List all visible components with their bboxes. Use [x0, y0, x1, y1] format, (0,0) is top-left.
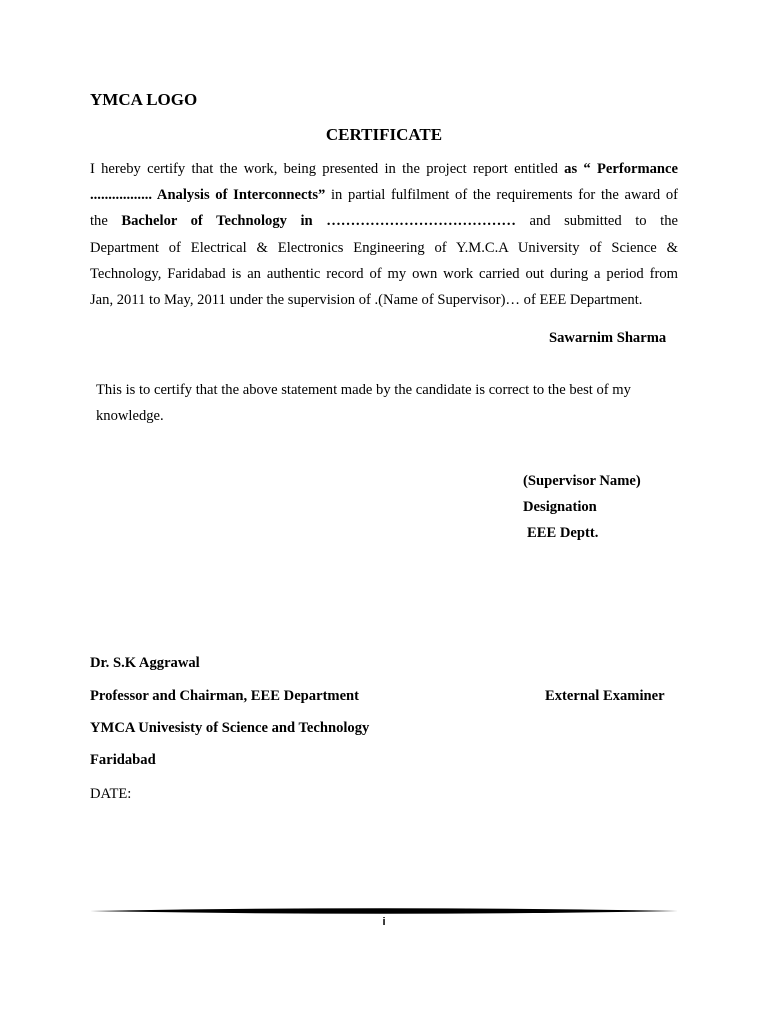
project-title-start: as “ Performance — [564, 161, 678, 177]
declaration-line-1 — [90, 160, 678, 178]
project-title-end: ................. Analysis of Interconnects” — [90, 187, 326, 203]
candidate-name: Sawarnim Sharma — [549, 330, 667, 346]
city-name: Faridabad — [90, 752, 156, 768]
page-number: i — [382, 916, 386, 928]
declaration-line-3-text: and submitted to the — [529, 213, 678, 229]
supervisor-designation: Designation — [523, 499, 597, 515]
declaration-line-5: Technology, Faridabad is an authentic record of my own work carried out during a period from — [90, 266, 678, 282]
chairman-name: Dr. S.K Aggrawal — [90, 655, 200, 671]
university-name: YMCA Univesisty of Science and Technology — [90, 720, 370, 736]
declaration-line-6: Jan, 2011 to May, 2011 under the supervision of .(Name of Supervisor)… of EEE Department. — [90, 292, 643, 308]
degree-branch-blank: ………………………………… — [326, 213, 516, 229]
supervisor-statement-line-2: knowledge. — [96, 408, 164, 424]
declaration-line-2-text: in partial fulfilment of the requirements for the award of — [330, 187, 678, 203]
supervisor-statement-line-1: This is to certify that the above statement made by the candidate is correct to the best of my — [96, 382, 631, 398]
external-examiner-label: External Examiner — [545, 688, 665, 704]
declaration-line-3 — [90, 212, 678, 230]
supervisor-department: EEE Deptt. — [527, 525, 599, 541]
footer-divider — [90, 908, 678, 914]
declaration-line-1-text: I hereby certify that the work, being presented in the project report entitled — [90, 161, 558, 177]
declaration-line-4: Department of Electrical & Electronics Engineering of Y.M.C.A University of Science & — [90, 240, 678, 256]
declaration-the: the — [90, 213, 108, 229]
logo-placeholder-text: YMCA LOGO — [90, 90, 198, 109]
degree-name: Bachelor of Technology in — [121, 213, 313, 229]
page-title: CERTIFICATE — [325, 125, 443, 144]
chairman-title: Professor and Chairman, EEE Department — [90, 688, 360, 704]
date-label: DATE: — [90, 786, 132, 802]
supervisor-name: (Supervisor Name) — [523, 473, 641, 489]
declaration-line-2 — [90, 186, 678, 204]
